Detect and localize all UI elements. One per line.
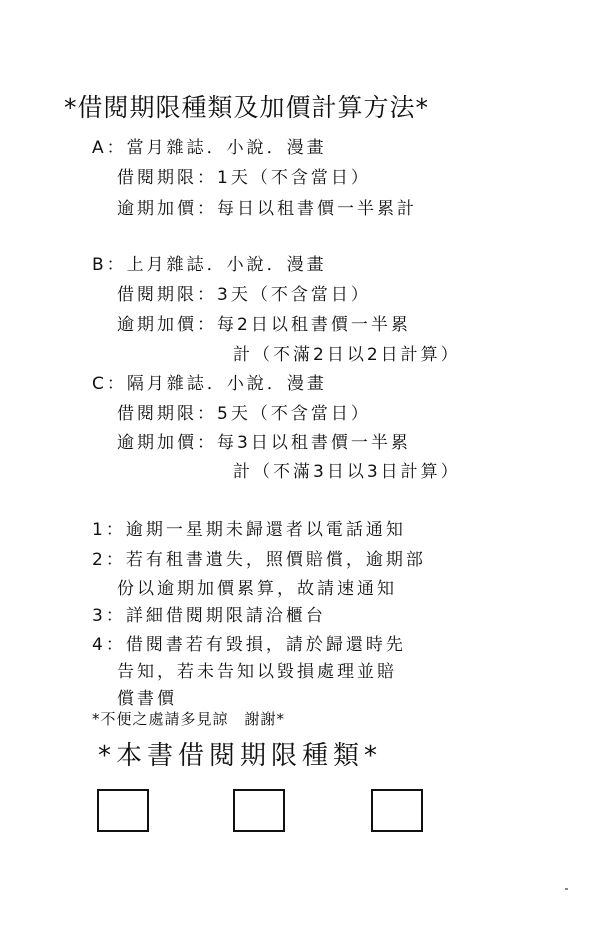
checkbox-type-a[interactable] <box>97 789 149 832</box>
section-b-category: B：上月雜誌．小說．漫畫 <box>92 255 327 275</box>
rule-2-cont: 份以逾期加價累算，故請速通知 <box>117 579 397 599</box>
rule-4: 4：借閱書若有毀損，請於歸還時先 <box>92 635 406 655</box>
rule-1: 1：逾期一星期未歸還者以電話通知 <box>92 520 406 540</box>
section-a-overdue: 逾期加價：每日以租書價一半累計 <box>117 199 417 219</box>
section-b-overdue: 逾期加價：每2日以租書價一半累 <box>117 315 411 335</box>
section-b-period: 借閱期限：3天（不含當日） <box>117 285 371 305</box>
section-c-overdue: 逾期加價：每3日以租書價一半累 <box>117 433 411 453</box>
section-subtitle: *本書借閱期限種類* <box>98 741 383 771</box>
page-title: *借閱期限種類及加價計算方法* <box>64 93 430 122</box>
section-c-category: C：隔月雜誌．小說．漫畫 <box>92 374 327 394</box>
scan-speck <box>565 888 568 890</box>
rule-4-cont-1: 告知，若未告知以毀損處理並賠 <box>117 662 397 682</box>
section-c-period: 借閱期限：5天（不含當日） <box>117 404 371 424</box>
section-a-period: 借閱期限：1天（不含當日） <box>117 168 371 188</box>
apology-note: *不便之處請多見諒 謝謝* <box>92 710 286 728</box>
rule-4-cont-2: 償書價 <box>117 689 177 709</box>
section-c-overdue-cont: 計（不滿3日以3日計算） <box>233 462 461 482</box>
checkbox-type-c[interactable] <box>371 789 423 832</box>
rule-3: 3：詳細借閱期限請洽櫃台 <box>92 606 326 626</box>
section-b-overdue-cont: 計（不滿2日以2日計算） <box>233 345 461 365</box>
checkbox-type-b[interactable] <box>233 789 285 832</box>
section-a-category: A：當月雜誌．小說．漫畫 <box>92 138 327 158</box>
rule-2: 2：若有租書遺失，照價賠償，逾期部 <box>92 550 426 570</box>
